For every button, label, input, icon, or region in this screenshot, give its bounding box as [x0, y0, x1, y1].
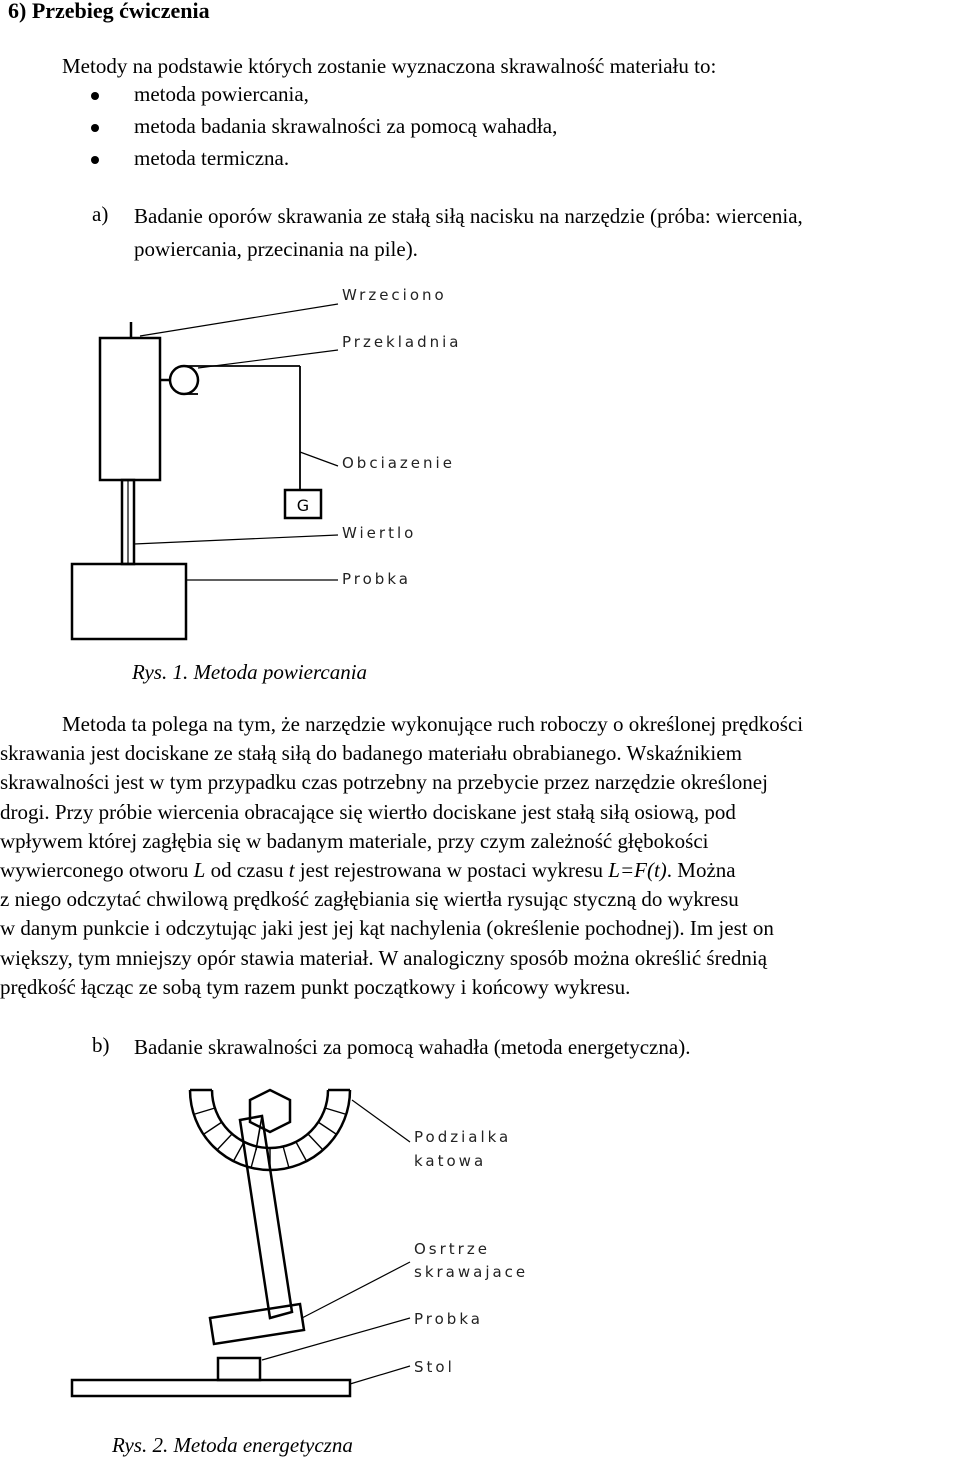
intro-text: Metody na podstawie których zostanie wyznaczona skrawalność materiału to:	[62, 54, 717, 78]
label-scale-1: Podzialka	[414, 1128, 512, 1146]
item-b-text: Badanie skrawalności za pomocą wahadła (metoda energetyczna).	[134, 1035, 691, 1059]
sample-block	[218, 1358, 260, 1380]
list-item: metoda badania skrawalności za pomocą wahadła,	[0, 114, 800, 144]
label-sample: Probka	[342, 570, 411, 588]
item-a-text: Badanie oporów skrawania ze stałą siłą nacisku na narzędzie (próba: wiercenia, powiercania, przecinania na pile).	[134, 204, 803, 261]
weight-label: G	[296, 496, 310, 515]
label-blade-2: skrawajace	[414, 1263, 529, 1281]
item-b-label: b)	[92, 1033, 110, 1057]
figure1-caption: Rys. 1. Metoda powiercania	[132, 660, 368, 684]
label-scale-2: katowa	[414, 1152, 487, 1170]
label-table: Stol	[414, 1358, 455, 1376]
paragraph-line-formula: wywierconego otworu L od czasu t jest rejestrowana w postaci wykresu L=F(t). Można	[0, 858, 736, 883]
label-sample-2: Probka	[414, 1310, 483, 1328]
method-description: Metoda ta polega na tym, że narzędzie wykonujące ruch roboczy o określonej prędkości skrawania jest dociskane ze stałą siłą do badanego materiału obrabianego. Wskaźnikiem skrawalności jest w tym przypadku czas potrzebny na przebycie przez narzędzie określonej drogi. Przy próbie wiercenia obracające się wiertło dociskane jest stałą siłą osiową, pod wpływem której zagłębia się w badanym materiale, przy czym zależność głębokości wywierconego otworu L od czasu t jest rejestrowana w postaci wykresu L=F(t). Można z niego odczytać chwilową prędkość zagłębiania się wiertła rysując styczną do wykresu w danym punkcie i odczytując jaki jest jej kąt nachylenia (określenie pochodnej). Im jest on większy, tym mniejszy opór stawia materiał. W analogiczny sposób można określić średnią prędkość łącząc ze sobą tym razem punkt początkowy i końcowy wykresu.	[0, 710, 956, 1002]
list-item: metoda powiercania,	[0, 82, 800, 112]
pivot-hex	[250, 1090, 290, 1132]
label-load: Obciazenie	[342, 454, 455, 472]
item-a-label: a)	[92, 202, 109, 226]
cutting-tool	[210, 1304, 304, 1344]
figure2-caption: Rys. 2. Metoda energetyczna	[112, 1433, 353, 1457]
label-blade-1: Osrtrze	[414, 1240, 490, 1258]
label-spindle: Wrzeciono	[342, 286, 447, 304]
section-heading: 6) Przebieg ćwiczenia	[8, 0, 210, 23]
label-drill: Wiertlo	[342, 524, 417, 542]
list-item: metoda termiczna.	[0, 146, 800, 176]
label-gear: Przekladnia	[342, 333, 462, 351]
table-block	[72, 1380, 350, 1396]
